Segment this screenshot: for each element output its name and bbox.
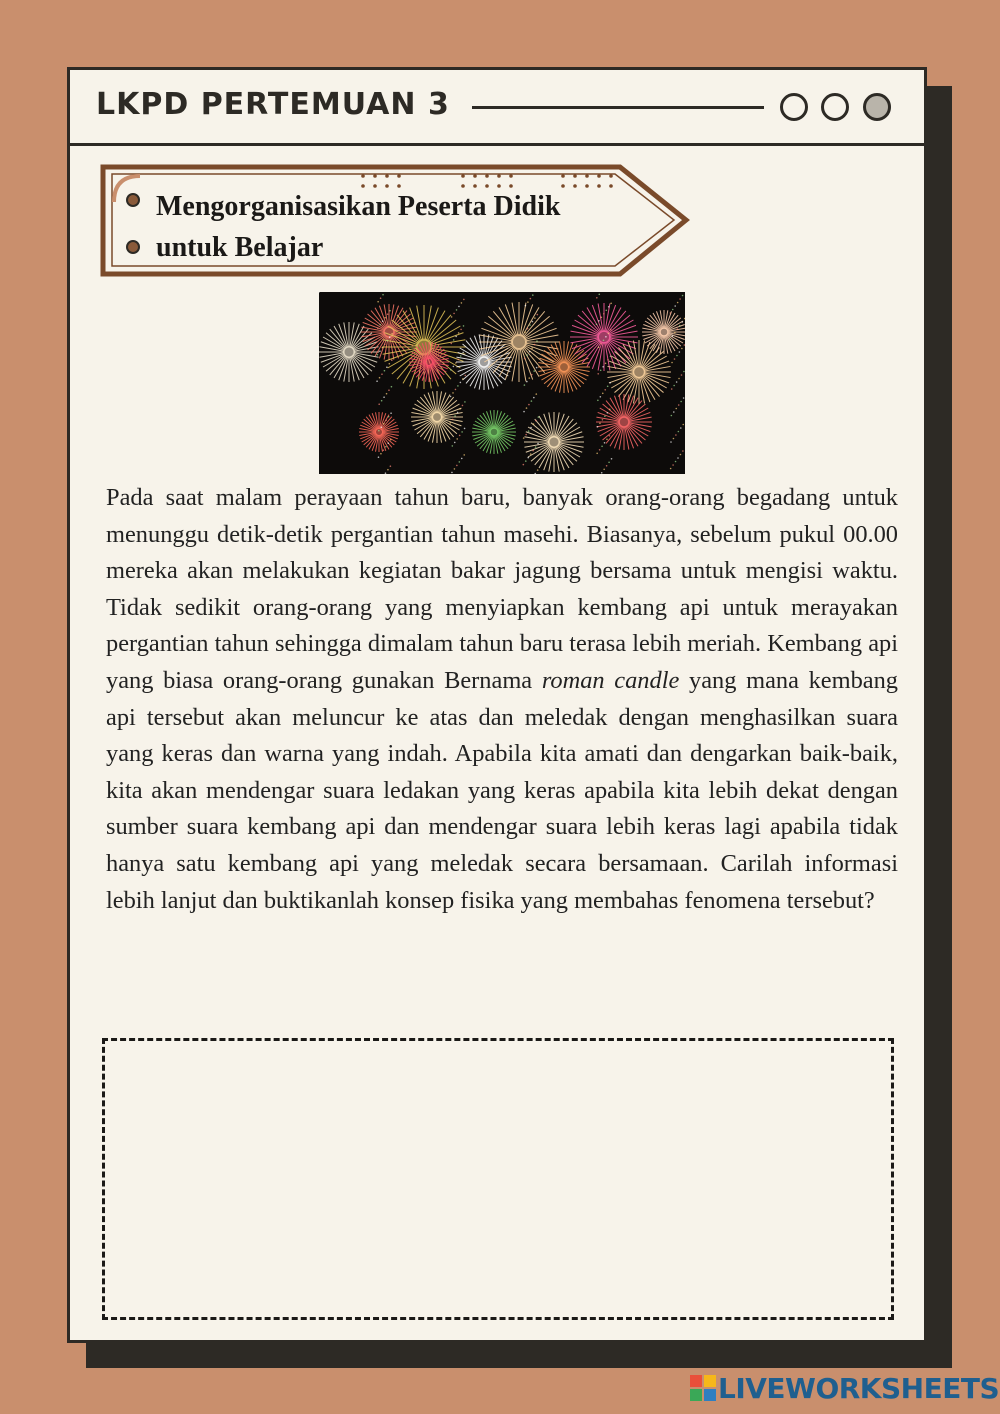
- section-banner: [100, 162, 696, 282]
- fireworks-photo: [319, 292, 685, 474]
- fireworks-image: [319, 292, 685, 474]
- paragraph-part-2: yang mana kembang api tersebut akan meluncur ke atas dan meledak dengan menghasilkan suara yang keras dan warna yang indah. Apabila kita amati dan dengarkan baik-baik, kita akan mendengar suara ledakan yang keras apabila kita lebih dekat dengan sumber suara kembang api dan mendengar suara lebih keras lagi apabila tidak hanya satu kembang api yang meledak secara bersamaan. Carilah informasi lebih lanjut dan buktikanlah konsep fisika yang membahas fenomena tersebut?: [106, 666, 899, 914]
- paragraph-part-1: Pada saat malam perayaan tahun baru, banyak orang-orang begadang untuk menunggu detik-detik pergantian tahun masehi. Biasanya, sebelum pukul 00.00 mereka akan melakukan kegiatan bakar jagung bersama untuk mengisi waktu. Tidak sedikit orang-orang yang menyiapkan kembang api untuk merayakan pergantian tahun sehingga dimalam tahun baru terasa lebih meriah. Kembang api yang biasa orang-orang gunakan Bernama: [106, 484, 898, 694]
- worksheet-card: [67, 67, 927, 1343]
- watermark: [690, 1372, 999, 1406]
- banner-line-1: Mengorganisasikan Peserta Didik: [156, 191, 561, 222]
- window-dot-1: [780, 93, 808, 121]
- liveworksheets-logo-icon: [690, 1375, 716, 1401]
- paragraph-italic-term: roman candle: [541, 666, 680, 694]
- window-dot-2: [821, 93, 849, 121]
- banner-heading: [156, 186, 560, 268]
- page-title: LKPD PERTEMUAN 3: [96, 87, 450, 122]
- watermark-text: LIVEWORKSHEETS: [718, 1372, 1000, 1405]
- banner-line-2: untuk Belajar: [156, 232, 324, 263]
- problem-paragraph: [106, 480, 898, 919]
- card-header: [70, 70, 924, 146]
- answer-box[interactable]: [102, 1038, 894, 1320]
- header-divider-line: [472, 106, 764, 109]
- window-dot-3: [863, 93, 891, 121]
